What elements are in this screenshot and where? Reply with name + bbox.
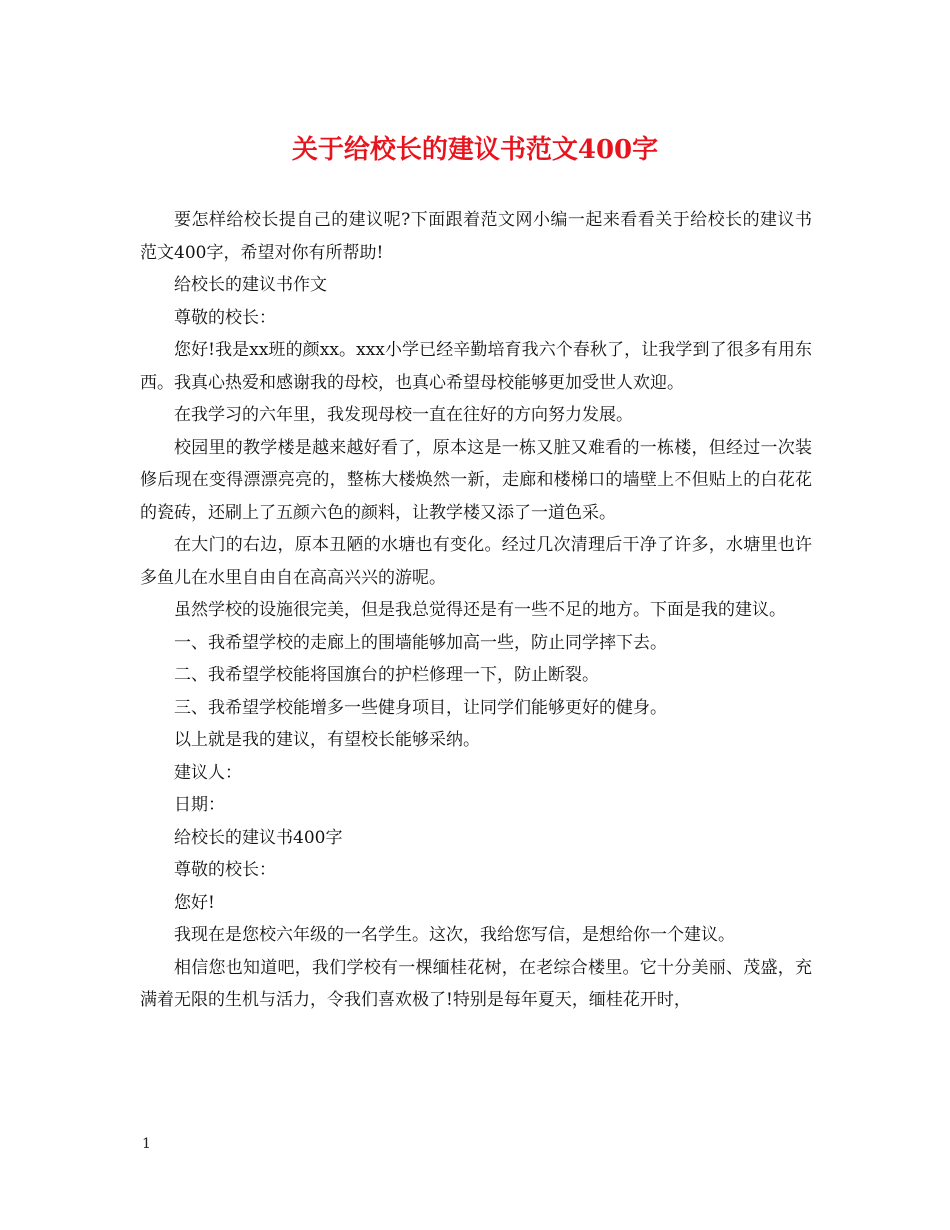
paragraph: 二、我希望学校能将国旗台的护栏修理一下，防止断裂。 xyxy=(174,665,599,685)
document-body xyxy=(140,204,812,1017)
paragraph: 尊敬的校长： xyxy=(174,860,276,880)
paragraph: 在我学习的六年里，我发现母校一直在往好的方向努力发展。 xyxy=(174,405,633,425)
paragraph: 日期： xyxy=(174,795,225,815)
page-number: 1 xyxy=(142,1136,151,1152)
paragraph: 尊敬的校长： xyxy=(174,307,276,328)
paragraph: 在大门的右边，原本丑陋的水塘也有变化。经过几次清理后干净了许多，水塘里也许多鱼儿在水里自由自在高高兴兴的游呢。 xyxy=(140,535,812,588)
paragraph: 虽然学校的设施很完美，但是我总觉得还是有一些不足的地方。下面是我的建议。 xyxy=(174,600,786,620)
paragraph: 以上就是我的建议，有望校长能够采纳。 xyxy=(174,730,480,750)
paragraph: 您好!我是xx班的颜xx。xxx小学已经辛勤培育我六个春秋了，让我学到了很多有用东西。我真心热爱和感谢我的母校，也真心希望母校能够更加受世人欢迎。 xyxy=(140,340,812,393)
paragraph: 您好! xyxy=(174,892,215,913)
paragraph: 一、我希望学校的走廊上的围墙能够加高一些，防止同学摔下去。 xyxy=(174,632,667,653)
paragraph: 三、我希望学校能增多一些健身项目，让同学们能够更好的健身。 xyxy=(174,697,667,718)
paragraph: 建议人： xyxy=(174,762,242,783)
paragraph: 相信您也知道吧，我们学校有一棵缅桂花树，在老综合楼里。它十分美丽、茂盛，充满着无限的生机与活力，令我们喜欢极了!特别是每年夏天，缅桂花开时， xyxy=(140,957,812,1010)
paragraph: 给校长的建议书作文 xyxy=(174,275,327,295)
paragraph: 我现在是您校六年级的一名学生。这次，我给您写信，是想给你一个建议。 xyxy=(174,925,735,945)
paragraph: 要怎样给校长提自己的建议呢?下面跟着范文网小编一起来看看关于给校长的建议书范文400字，希望对你有所帮助! xyxy=(140,210,812,263)
paragraph: 给校长的建议书400字 xyxy=(174,827,343,848)
page-title: 关于给校长的建议书范文400字 xyxy=(291,135,659,165)
paragraph: 校园里的教学楼是越来越好看了，原本这是一栋又脏又难看的一栋楼，但经过一次装修后现在变得漂漂亮亮的，整栋大楼焕然一新，走廊和楼梯口的墙壁上不但贴上的白花花的瓷砖，还刷上了五颜六色的颜料，让教学楼又添了一道色采。 xyxy=(140,437,812,523)
